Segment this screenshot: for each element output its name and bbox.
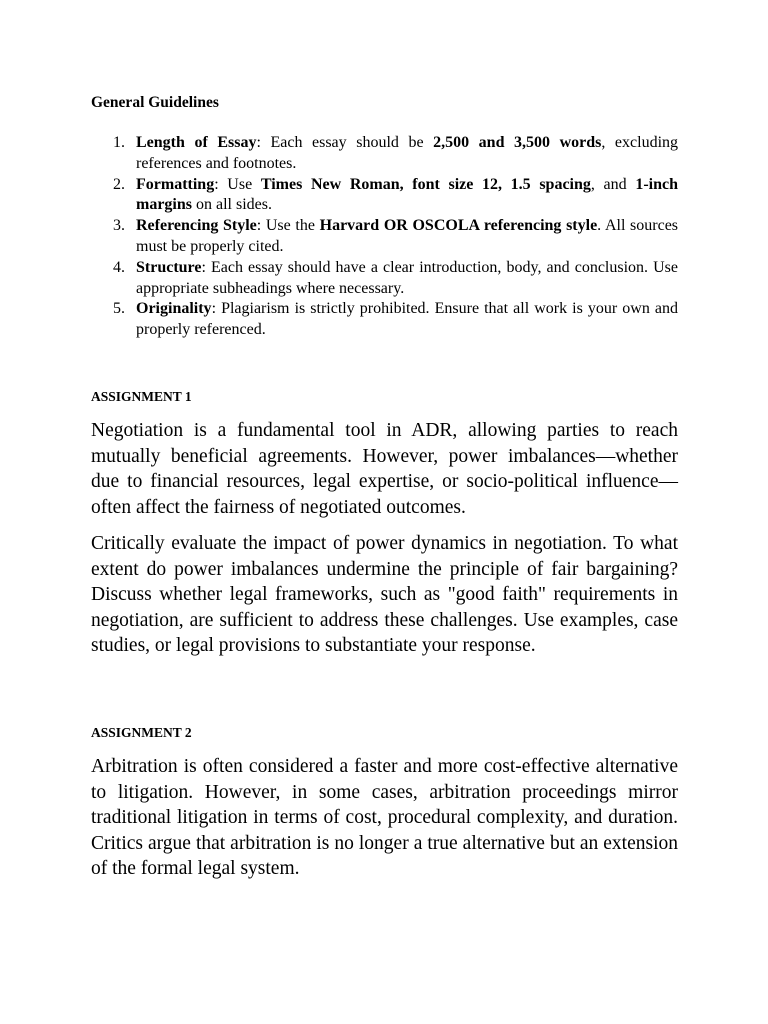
guideline-term: Formatting: [136, 175, 215, 193]
list-number: 2.: [113, 175, 125, 193]
guideline-term: Structure: [136, 258, 202, 276]
guideline-term: Length of Essay: [136, 134, 257, 151]
guideline-text: on all sides.: [192, 196, 272, 214]
assignment-1-paragraph-2: Critically evaluate the impact of power dynamics in negotiation. To what extent do power imbalances undermine the principle of fair bargaining? Discuss whether legal frameworks, such as "good faith" requirements in negotiation, are sufficient to address these challenges. Use examples, case studies, or legal provisions to substantiate your response.: [91, 533, 678, 656]
guideline-emphasis: 2,500 and 3,500 words: [433, 134, 602, 151]
assignment-1-paragraph-1: Negotiation is a fundamental tool in ADR, allowing parties to reach mutually beneficial agreements. However, power imbalances—whether due to financial resources, legal expertise, or socio-political influence—often affect the fairness of negotiated outcomes.: [91, 420, 678, 518]
guidelines-list: [91, 133, 678, 341]
guideline-text: . All sources must be properly cited.: [136, 217, 679, 255]
guideline-text: : Each essay should have a clear introduction, body, and conclusion. Use appropriate subheadings where necessary.: [136, 258, 678, 297]
guideline-item: [91, 258, 678, 300]
list-number: 5.: [113, 300, 125, 318]
guideline-term: Referencing Style: [136, 217, 257, 235]
guideline-item: [91, 299, 678, 341]
guideline-text: , excluding references and footnotes.: [136, 134, 679, 172]
guideline-emphasis: 1-inch margins: [136, 175, 678, 214]
guideline-emphasis: Harvard OR OSCOLA referencing style: [319, 217, 598, 235]
guideline-text: : Plagiarism is strictly prohibited. Ensure that all work is your own and properly referenced.: [136, 300, 678, 339]
general-guidelines-heading: General Guidelines: [91, 94, 219, 111]
guideline-text: , and: [590, 175, 636, 193]
guideline-item: [91, 216, 678, 258]
list-number: 3.: [113, 217, 125, 235]
guideline-item: [91, 133, 678, 175]
assignment-2-heading: ASSIGNMENT 2: [91, 725, 192, 740]
assignment-1-heading: ASSIGNMENT 1: [91, 389, 192, 404]
guideline-text: : Each essay should be: [256, 134, 434, 151]
guideline-emphasis: Times New Roman, font size 12, 1.5 spacing: [260, 175, 591, 193]
guideline-text: : Use: [214, 175, 261, 193]
guideline-item: [91, 175, 678, 217]
guideline-term: Originality: [136, 300, 212, 318]
assignment-2-paragraph-1: Arbitration is often considered a faster and more cost-effective alternative to litigation. However, in some cases, arbitration proceedings mirror traditional litigation in terms of cost, procedural complexity, and duration. Critics argue that arbitration is no longer a true alternative but an extension of the formal legal system.: [91, 756, 678, 879]
list-number: 4.: [113, 258, 125, 276]
list-number: 1.: [113, 134, 125, 151]
guideline-text: : Use the: [256, 217, 320, 235]
